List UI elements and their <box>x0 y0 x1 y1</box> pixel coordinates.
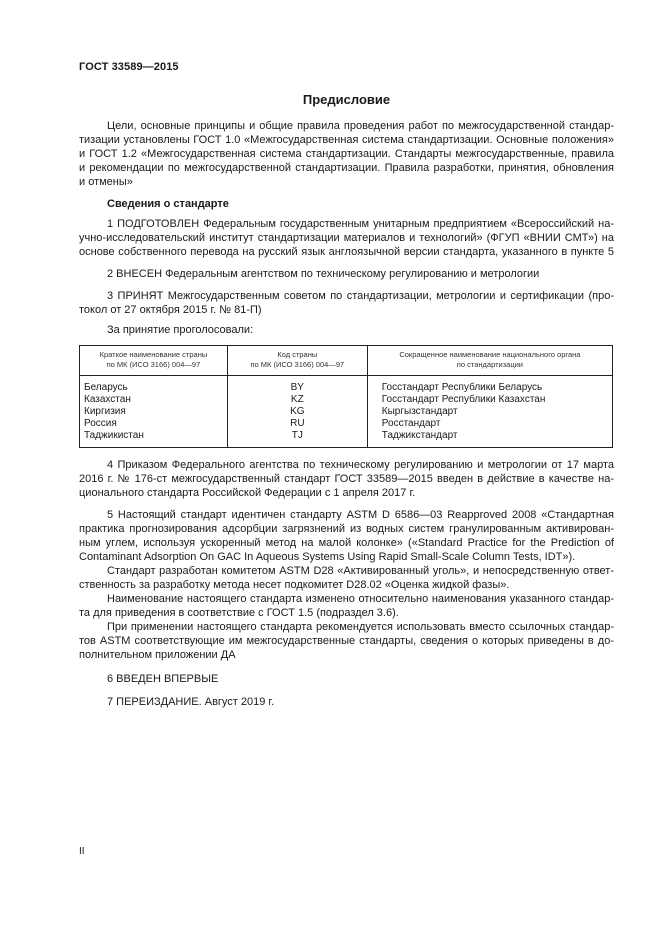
national-body: Госстандарт Республики Казахстан <box>381 394 546 405</box>
header-national-body: Сокращенное наименование национального органа по стандартизации <box>367 346 612 376</box>
table-header-row <box>80 346 613 376</box>
country-names-cell <box>80 376 228 448</box>
item-line: 4 Приказом Федерального агентства по техническому регулированию и метрологии от 17 марта <box>107 459 614 471</box>
document-code: ГОСТ 33589—2015 <box>79 61 179 73</box>
country-name: Казахстан <box>84 394 131 405</box>
item-line: Наименование настоящего стандарта изменено относительно наименования указанного стандар- <box>107 593 614 605</box>
country-name: Киргизия <box>84 406 126 417</box>
item-5 <box>79 508 614 564</box>
item-5-committee <box>79 564 614 592</box>
item-line: практика прогнозирования адсорбции загрязнений из водных систем гранулированным активирован- <box>79 523 614 535</box>
item-line: токол от 27 октября 2015 г. № 81-П) <box>79 304 262 316</box>
intro-line: Цели, основные принципы и общие правила проведения работ по межгосударственной стандар- <box>107 120 614 132</box>
item-line: учно-исследовательский институт стандартизации материалов и технологий» (ФГУП «ВНИИ СМТ») на <box>79 232 614 244</box>
item-line: 1 ПОДГОТОВЛЕН Федеральным государственным унитарным предприятием «Всероссийский на- <box>107 218 614 230</box>
item-2: 2 ВНЕСЕН Федеральным агентством по техническому регулированию и метрологии <box>107 268 540 280</box>
table-row <box>80 376 613 448</box>
country-code: KZ <box>290 394 304 405</box>
intro-line: и ГОСТ 1.2 «Межгосударственная система стандартизации. Стандарты межгосударственные, правила <box>79 148 614 160</box>
member-states-table <box>79 345 613 448</box>
national-body: Росстандарт <box>381 418 441 429</box>
item-line: ственность за разработку метода несет подкомитет D28.02 «Оценка жидкой фазы». <box>79 579 510 591</box>
item-line: Contaminant Adsorption On GAC In Aqueous Systems Using Rapid Small-Scale Column Tests, IDT»). <box>79 551 576 563</box>
item-line: ным углем, используя ускоренный метод на малой колонке» («Standard Practice for the Prediction of <box>79 537 614 549</box>
intro-line: и рекомендации по межгосударственной стандартизации. Правила разработки, принятия, обновления <box>79 162 614 174</box>
intro-line: тизации установлены ГОСТ 1.0 «Межгосударственная система стандартизации. Основные положения» <box>79 134 614 146</box>
item-7: 7 ПЕРЕИЗДАНИЕ. Август 2019 г. <box>107 696 275 708</box>
header-country-code: Код страны по МК (ИСО 3166) 004—97 <box>227 346 367 376</box>
item-line: 5 Настоящий стандарт идентичен стандарту ASTM D 6586—03 Reapproved 2008 «Стандартная <box>107 509 614 521</box>
item-5-name-change <box>79 592 614 620</box>
item-line: При применении настоящего стандарта рекомендуется использовать вместо ссылочных стандар- <box>107 621 614 633</box>
national-body: Таджикстандарт <box>381 430 458 441</box>
item-line: Стандарт разработан комитетом ASTM D28 «Активированный уголь», и непосредственную ответ- <box>107 565 614 577</box>
page-title: Предисловие <box>302 92 391 107</box>
item-6: 6 ВВЕДЕН ВПЕРВЫЕ <box>107 673 219 685</box>
foreword-body <box>79 119 614 709</box>
item-line: тов ASTM соответствующие им межгосударственные стандарты, сведения о которых приведены в до- <box>79 635 614 647</box>
country-code: KG <box>290 406 305 417</box>
item-line: полнительном приложении ДА <box>79 649 236 661</box>
item-4 <box>79 458 614 500</box>
section-heading: Сведения о стандарте <box>107 198 229 210</box>
country-code: TJ <box>291 430 303 441</box>
item-line: 2016 г. № 176-ст межгосударственный стандарт ГОСТ 33589—2015 введен в действие в качестве на- <box>79 473 614 485</box>
item-line: основе собственного перевода на русский язык англоязычной версии стандарта, указанного в пункте 5 <box>79 246 614 258</box>
voted-label: За принятие проголосовали: <box>107 324 254 336</box>
country-name: Россия <box>84 418 117 429</box>
item-5-references <box>79 620 614 662</box>
item-line: та для приведения в соответствие с ГОСТ 1.5 (подраздел 3.6). <box>79 607 399 619</box>
national-bodies-cell <box>367 376 612 448</box>
intro-paragraph <box>79 119 614 189</box>
country-code: BY <box>290 382 304 393</box>
item-1 <box>79 217 614 259</box>
item-line: 3 ПРИНЯТ Межгосударственным советом по стандартизации, метрологии и сертификации (про- <box>107 290 614 302</box>
country-code: RU <box>290 418 305 429</box>
country-name: Беларусь <box>84 382 128 393</box>
national-body: Госстандарт Республики Беларусь <box>381 382 543 393</box>
header-country-name: Краткое наименование страны по МК (ИСО 3166) 004—97 <box>80 346 228 376</box>
country-codes-cell <box>227 376 367 448</box>
national-body: Кыргызстандарт <box>381 406 458 417</box>
page-number: II <box>79 846 85 857</box>
item-3 <box>79 289 614 317</box>
country-name: Таджикистан <box>84 430 144 441</box>
item-line: ционального стандарта Российской Федерации с 1 апреля 2017 г. <box>79 487 416 499</box>
intro-line: и отмены» <box>79 176 133 188</box>
